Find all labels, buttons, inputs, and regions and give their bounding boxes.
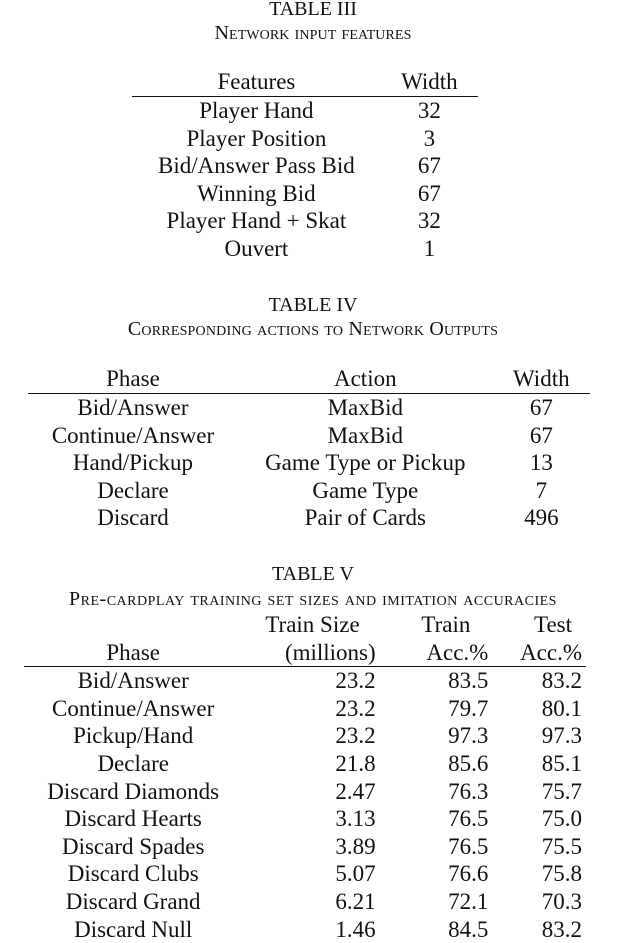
table-cell: 75.8 [541, 861, 582, 887]
table-cell: 97.3 [541, 723, 582, 749]
table-cell: 83.2 [541, 668, 582, 694]
table-header-cell: Width [381, 68, 478, 97]
table-cell: Hand/Pickup [72, 450, 194, 476]
table-cell: 85.6 [448, 750, 489, 776]
table-header-cell: Train [421, 612, 471, 637]
table-row [24, 888, 586, 916]
table4-number: TABLE IV [268, 294, 358, 316]
table-cell: 7 [535, 477, 548, 503]
table-cell: 67 [529, 422, 553, 448]
table-row [24, 805, 586, 833]
table-cell: 97.3 [448, 723, 489, 749]
table-cell: Discard Diamonds [47, 778, 220, 804]
table-cell: Ouvert [224, 235, 289, 261]
table-cell: 67 [529, 395, 553, 420]
table-header-cell: Phase [28, 365, 238, 394]
table-cell: 5.07 [335, 861, 376, 887]
table-header-cell: Width [493, 365, 590, 394]
table-cell: Game Type [312, 477, 419, 503]
table-cell: 32 [417, 98, 441, 123]
table-cell: Player Position [186, 125, 327, 151]
table-cell: 21.8 [335, 750, 376, 776]
table-cell: Discard Null [74, 916, 193, 942]
table4 [28, 365, 590, 532]
table-cell: 76.5 [448, 833, 489, 859]
table-cell: 83.5 [448, 668, 489, 694]
table5 [24, 611, 586, 943]
table-cell: 80.1 [541, 695, 582, 721]
table-header-cell: (millions) [242, 639, 379, 667]
table-cell: 67 [417, 153, 441, 179]
table-cell: 85.1 [541, 750, 582, 776]
table-cell: Game Type or Pickup [265, 450, 466, 476]
table-row [132, 235, 478, 263]
table-header-cell: Action [238, 365, 493, 394]
table-row [132, 207, 478, 235]
table-cell: 1 [423, 235, 436, 261]
table-row [28, 394, 590, 422]
table-cell: 23.2 [335, 668, 376, 694]
table-row [24, 916, 586, 943]
table-row [24, 860, 586, 888]
table-cell: Bid/Answer [77, 668, 189, 694]
table3-title: Network input features [214, 22, 412, 44]
table-cell: 13 [529, 450, 553, 476]
table-cell: 79.7 [448, 695, 489, 721]
table-cell: Player Hand [199, 98, 314, 123]
table-cell: Pickup/Hand [73, 723, 194, 749]
table-row [28, 422, 590, 450]
table-row [24, 833, 586, 861]
table-row [132, 152, 478, 180]
table-cell: MaxBid [327, 422, 403, 448]
table-cell: 2.47 [335, 778, 376, 804]
table-cell: 75.0 [541, 806, 582, 832]
table-cell: 70.3 [541, 888, 582, 914]
table-cell: 6.21 [335, 888, 376, 914]
table-row [24, 667, 586, 695]
table-header-cell [24, 611, 242, 639]
table-header-cell: Features [132, 68, 381, 97]
table5-number: TABLE V [272, 563, 354, 585]
table-cell: Bid/Answer Pass Bid [158, 153, 355, 179]
table-row [132, 97, 478, 125]
table5-title: Pre-cardplay training set sizes and imitation accuracies [69, 588, 557, 610]
table-cell: 3.89 [335, 833, 376, 859]
table-cell: Discard Hearts [64, 806, 202, 832]
table-cell: Continue/Answer [51, 422, 215, 448]
table-cell: 67 [417, 180, 441, 206]
table-header-row [24, 639, 586, 667]
table-cell: 32 [417, 208, 441, 234]
table-cell: 84.5 [448, 916, 489, 942]
table-row [24, 695, 586, 723]
table-cell: Discard Clubs [67, 861, 199, 887]
table-header-cell: Acc.% [380, 639, 493, 667]
table-row [28, 449, 590, 477]
table-header-cell: Phase [24, 639, 242, 667]
table-cell: Continue/Answer [52, 695, 215, 721]
table-cell: Discard [97, 505, 169, 531]
table-cell: 3 [423, 125, 436, 151]
table-cell: 72.1 [448, 888, 489, 914]
table-cell: 75.7 [541, 778, 582, 804]
table-row [132, 125, 478, 153]
table-cell: MaxBid [327, 395, 403, 420]
table-cell: Winning Bid [197, 180, 316, 206]
table-cell: 75.5 [541, 833, 582, 859]
table-row [24, 778, 586, 806]
table-cell: 23.2 [335, 723, 376, 749]
table-cell: 76.3 [448, 778, 489, 804]
table-cell: Bid/Answer [77, 395, 189, 420]
table-cell: Discard Spades [61, 833, 205, 859]
table-header-row [132, 68, 478, 97]
table-cell: 3.13 [335, 806, 376, 832]
table-cell: 496 [524, 505, 559, 531]
table-header-row [28, 365, 590, 394]
table-cell: 83.2 [541, 916, 582, 942]
table-header-cell: Acc.% [492, 639, 586, 667]
table3-number: TABLE III [269, 0, 357, 20]
table-header-cell: Train Size [265, 612, 360, 637]
table-row [132, 180, 478, 208]
table3 [132, 68, 478, 263]
table-header-row-top [24, 611, 586, 639]
table-cell: Declare [97, 477, 169, 503]
table-cell: 1.46 [335, 916, 376, 942]
table-row [28, 504, 590, 532]
table-cell: 23.2 [335, 695, 376, 721]
table-row [24, 750, 586, 778]
table-row [24, 722, 586, 750]
table-cell: 76.6 [448, 861, 489, 887]
table-cell: Discard Grand [65, 888, 201, 914]
table4-title: Corresponding actions to Network Outputs [127, 318, 499, 340]
table-cell: Pair of Cards [304, 505, 426, 531]
table-header-cell: Test [534, 612, 572, 637]
table-row [28, 477, 590, 505]
table-cell: Player Hand + Skat [166, 208, 347, 234]
table-cell: 76.5 [448, 806, 489, 832]
table-cell: Declare [97, 750, 169, 776]
